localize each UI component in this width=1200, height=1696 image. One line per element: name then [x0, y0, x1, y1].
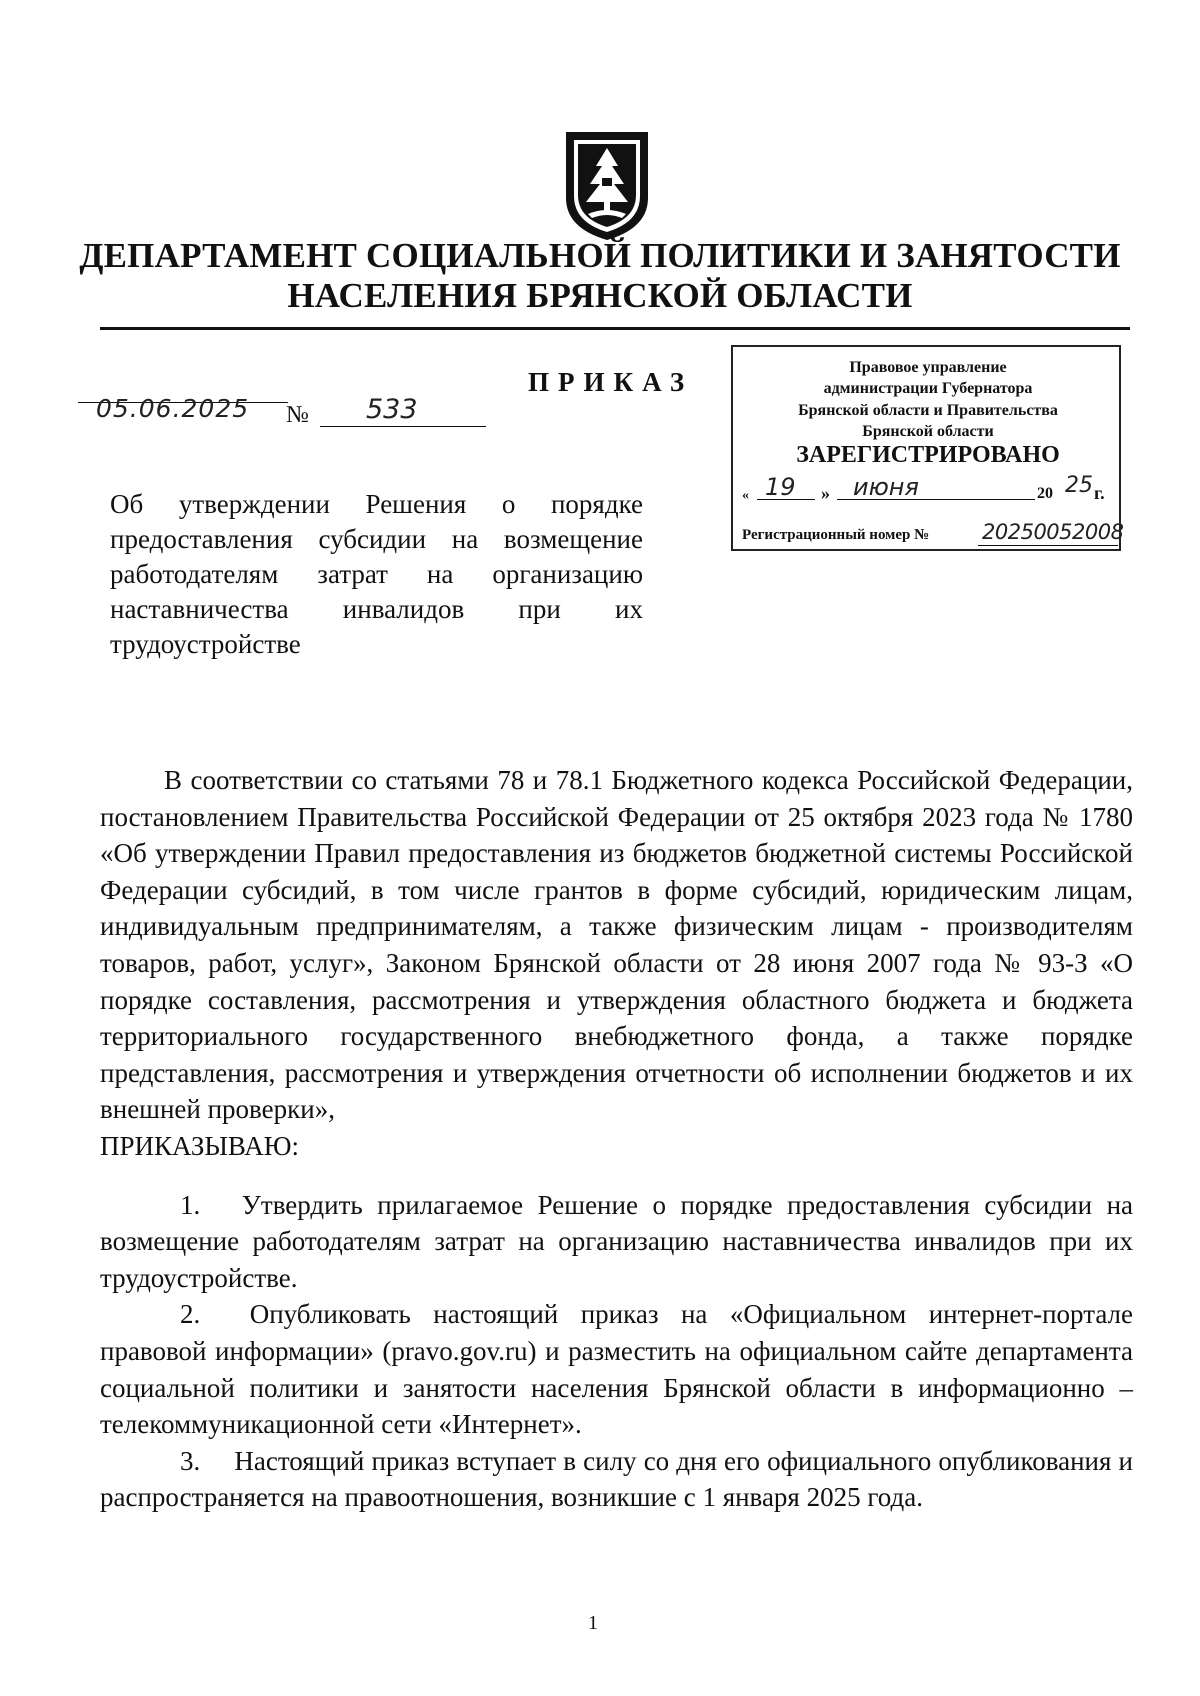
stamp-line1: Правовое управление — [849, 359, 1007, 376]
order-number: 533 — [366, 394, 418, 425]
stamp-year-prefix: 20 — [1037, 485, 1053, 502]
stamp-reg-label: Регистрационный номер № — [742, 527, 930, 543]
subject-line: Об утверждении Решения о порядке — [110, 489, 643, 519]
department-title-line1: ДЕПАРТАМЕНТ СОЦИАЛЬНОЙ ПОЛИТИКИ И ЗАНЯТОСТИ — [79, 236, 1121, 275]
order-item: 3. Настоящий приказ вступает в силу со дня его официального опубликования и распространяется на правоотношения, возникшие с 1 января 2025 года. — [100, 1445, 1133, 1513]
order-items — [100, 1187, 1133, 1516]
stamp-registered: ЗАРЕГИСТРИРОВАНО — [796, 442, 1060, 468]
subject-line: трудоустройстве — [110, 629, 301, 659]
stamp-year-suffix: 25 — [1065, 473, 1093, 498]
stamp-year-end: г. — [1094, 483, 1105, 503]
subject-line: работодателям затрат на организацию — [110, 559, 643, 589]
order-number-sign: № — [286, 402, 309, 428]
number-underline — [320, 426, 486, 427]
order-body — [100, 762, 1133, 1516]
header-divider — [100, 327, 1130, 330]
order-word: ПРИКАЗЫВАЮ: — [100, 1130, 299, 1161]
registration-stamp — [731, 345, 1124, 551]
page-number: 1 — [588, 1612, 598, 1634]
order-item: 2. Опубликовать настоящий приказ на «Официальном интернет-портале правовой информации» (pravo.gov.ru) и разместить на официальном сайте департамента социальной политики и занятости населения Брянской области в информационно – телекоммуникационной сети «Интернет». — [100, 1299, 1133, 1440]
department-title-line2: НАСЕЛЕНИЯ БРЯНСКОЙ ОБЛАСТИ — [287, 276, 913, 315]
stamp-close-quote: » — [821, 483, 830, 503]
stamp-line4: Брянской области — [862, 423, 994, 440]
stamp-line2: администрации Губернатора — [823, 380, 1033, 397]
subject-line: предоставления субсидии на возмещение — [110, 524, 643, 554]
order-item: 1. Утвердить прилагаемое Решение о порядке предоставления субсидии на возмещение работодателям затрат на организацию наставничества инвалидов при их трудоустройстве. — [100, 1189, 1133, 1293]
stamp-reg-underline — [978, 545, 1118, 546]
order-date: 05.06.2025 — [96, 394, 250, 423]
stamp-month: июня — [853, 473, 919, 501]
stamp-reg-number: 20250052008 — [982, 520, 1124, 544]
preamble-paragraph: В соответствии со статьями 78 и 78.1 Бюджетного кодекса Российской Федерации, постановлением Правительства Российской Федерации от 25 октября 2023 года № 1780 «Об утверждении Правил предоставления из бюджетов бюджетной системы Российской Федерации субсидий, в том числе грантов в форме субсидий, юридическим лицам, индивидуальным предпринимателям, а также физическим лицам - производителям товаров, работ, услуг», Законом Брянской области от 28 июня 2007 года № 93-З «О порядке составления, рассмотрения и утверждения областного бюджета и бюджета территориального государственного внебюджетного фонда, а также порядке представления, рассмотрения и утверждения отчетности об исполнении бюджетов и их внешней проверки», — [100, 765, 1133, 1125]
order-title: ПРИКАЗ — [528, 367, 694, 397]
bryansk-coat-of-arms-icon — [562, 128, 652, 244]
order-subject — [110, 487, 643, 662]
subject-line: наставничества инвалидов при их — [110, 594, 643, 624]
stamp-line3: Брянской области и Правительства — [798, 402, 1058, 419]
stamp-day: 19 — [765, 473, 796, 501]
stamp-open-quote: « — [742, 488, 749, 503]
